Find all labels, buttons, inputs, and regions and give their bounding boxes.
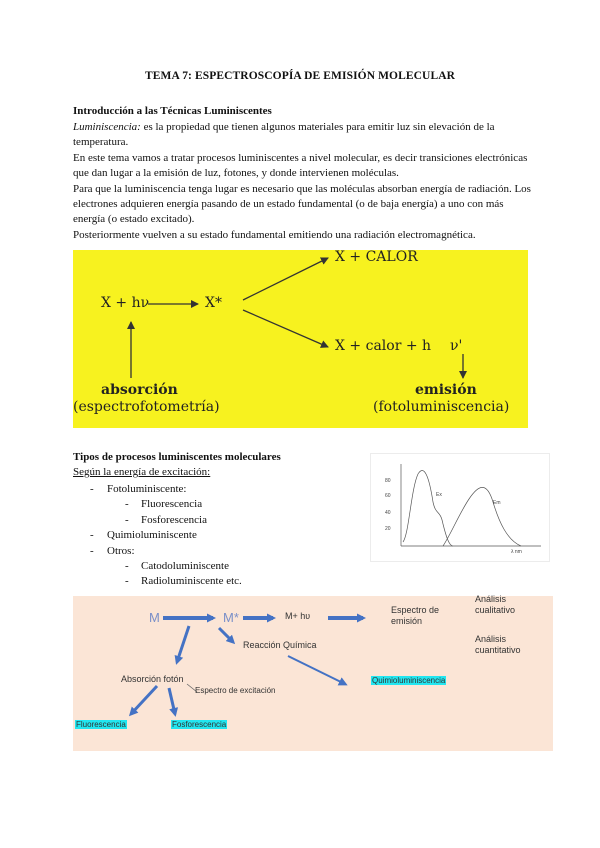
luminiscencia-definition	[73, 120, 533, 151]
x-axis-label: λ nm	[511, 549, 522, 555]
page-title: TEMA 7: ESPECTROSCOPÍA DE EMISIÓN MOLECULAR	[144, 70, 456, 82]
luminiscencia-term: Luminiscencia:	[73, 121, 141, 133]
excitation-emission-spectrum	[370, 453, 550, 562]
emission-process-diagram	[73, 596, 553, 751]
mstar-label: M*	[223, 610, 239, 625]
absorption-label: absorción	[101, 382, 178, 398]
emission-label: emisión	[415, 382, 477, 398]
photon-absorption-label: Absorción fotón	[121, 674, 184, 684]
list-item: - Otros:	[90, 544, 135, 557]
intro-paragraph-3: Posteriormente vuelven a su estado fundamental emitiendo una radiación electromagnética.	[73, 228, 476, 241]
excited-to-heat-arrow	[243, 258, 328, 300]
y-tick-label: 40	[385, 510, 391, 516]
luminescence-scheme-diagram	[73, 250, 528, 428]
chemical-reaction-label: Reacción Química	[243, 640, 317, 650]
qualitative-analysis-label: Análisis cualitativo	[475, 594, 516, 615]
m-label: M	[149, 610, 160, 625]
excitation-spectrum-label: Espectro de excitación	[195, 686, 276, 695]
y-tick-label: 80	[385, 478, 391, 484]
emission-curve	[443, 487, 521, 546]
y-tick-label: 20	[385, 526, 391, 532]
luminiscencia-def-text: es la propiedad que tienen algunos materiales para emitir luz sin elevación de la temperatura.	[73, 121, 495, 149]
absorption-sublabel: (espectrofotometría)	[73, 399, 220, 415]
mhv-label: M+ hʋ	[285, 611, 311, 621]
intro-paragraph-2: Para que la luminiscencia tenga lugar es necesario que las moléculas absorban energía de radiación. Los electrones adquieren energía pasando de un estado fundamental (o de baja energía) a uno con más energía (o estado excitado).	[73, 182, 531, 226]
phosphorescence-label: Fosforescencia	[172, 720, 227, 729]
excited-to-emission-arrow	[243, 310, 328, 347]
intro-paragraph-1: En este tema vamos a tratar procesos luminiscentes a nivel molecular, es decir transiciones electrónicas que dan lugar a la emisión de luz, fotones, y donde intervienen moléculas.	[73, 151, 528, 180]
spectrum-plot	[371, 454, 549, 561]
emission-product-label: X + calor + h	[335, 338, 432, 354]
ex-curve-label: Ex	[436, 492, 442, 498]
list-item: - Fosforescencia	[125, 513, 207, 526]
quantitative-analysis-label: Análisis cuantitativo	[475, 634, 521, 655]
reaction-to-quimio-arrow	[288, 656, 345, 684]
list-item: - Quimioluminiscente	[90, 529, 197, 542]
list-item: - Fluorescencia	[125, 498, 203, 511]
absorption-to-fluor-arrow	[131, 686, 157, 714]
fluorescence-label: Fluorescencia	[76, 720, 126, 729]
types-list	[73, 482, 363, 590]
types-subheading: Según la energía de excitación:	[73, 466, 211, 478]
nu-prime-label: ν'	[450, 338, 463, 354]
emission-spectrum-label: Espectro de emisión	[391, 605, 440, 626]
chemiluminescence-label: Quimioluminiscencia	[372, 676, 446, 685]
absorption-to-fosfor-arrow	[169, 688, 175, 714]
intro-heading: Introducción a las Técnicas Luminiscentes	[73, 105, 272, 117]
list-item: - Fotoluminiscente:	[90, 483, 187, 495]
m-to-absorption-arrow	[177, 626, 189, 662]
excited-state-label: X*	[205, 295, 222, 311]
y-tick-label: 60	[385, 493, 391, 499]
emission-sublabel: (fotoluminiscencia)	[373, 399, 510, 415]
em-curve-label: Em	[493, 500, 501, 506]
heat-product-label: X + CALOR	[335, 249, 418, 265]
reactant-label: X + hν	[101, 295, 150, 311]
list-item: - Catodoluminiscente	[125, 559, 229, 572]
list-item: - Radioluminiscente etc.	[125, 575, 242, 588]
mstar-to-reaction-arrow	[219, 628, 233, 642]
intro-paragraphs	[73, 120, 533, 243]
types-heading: Tipos de procesos luminiscentes moleculares	[73, 451, 281, 463]
excitation-curve	[403, 470, 453, 546]
